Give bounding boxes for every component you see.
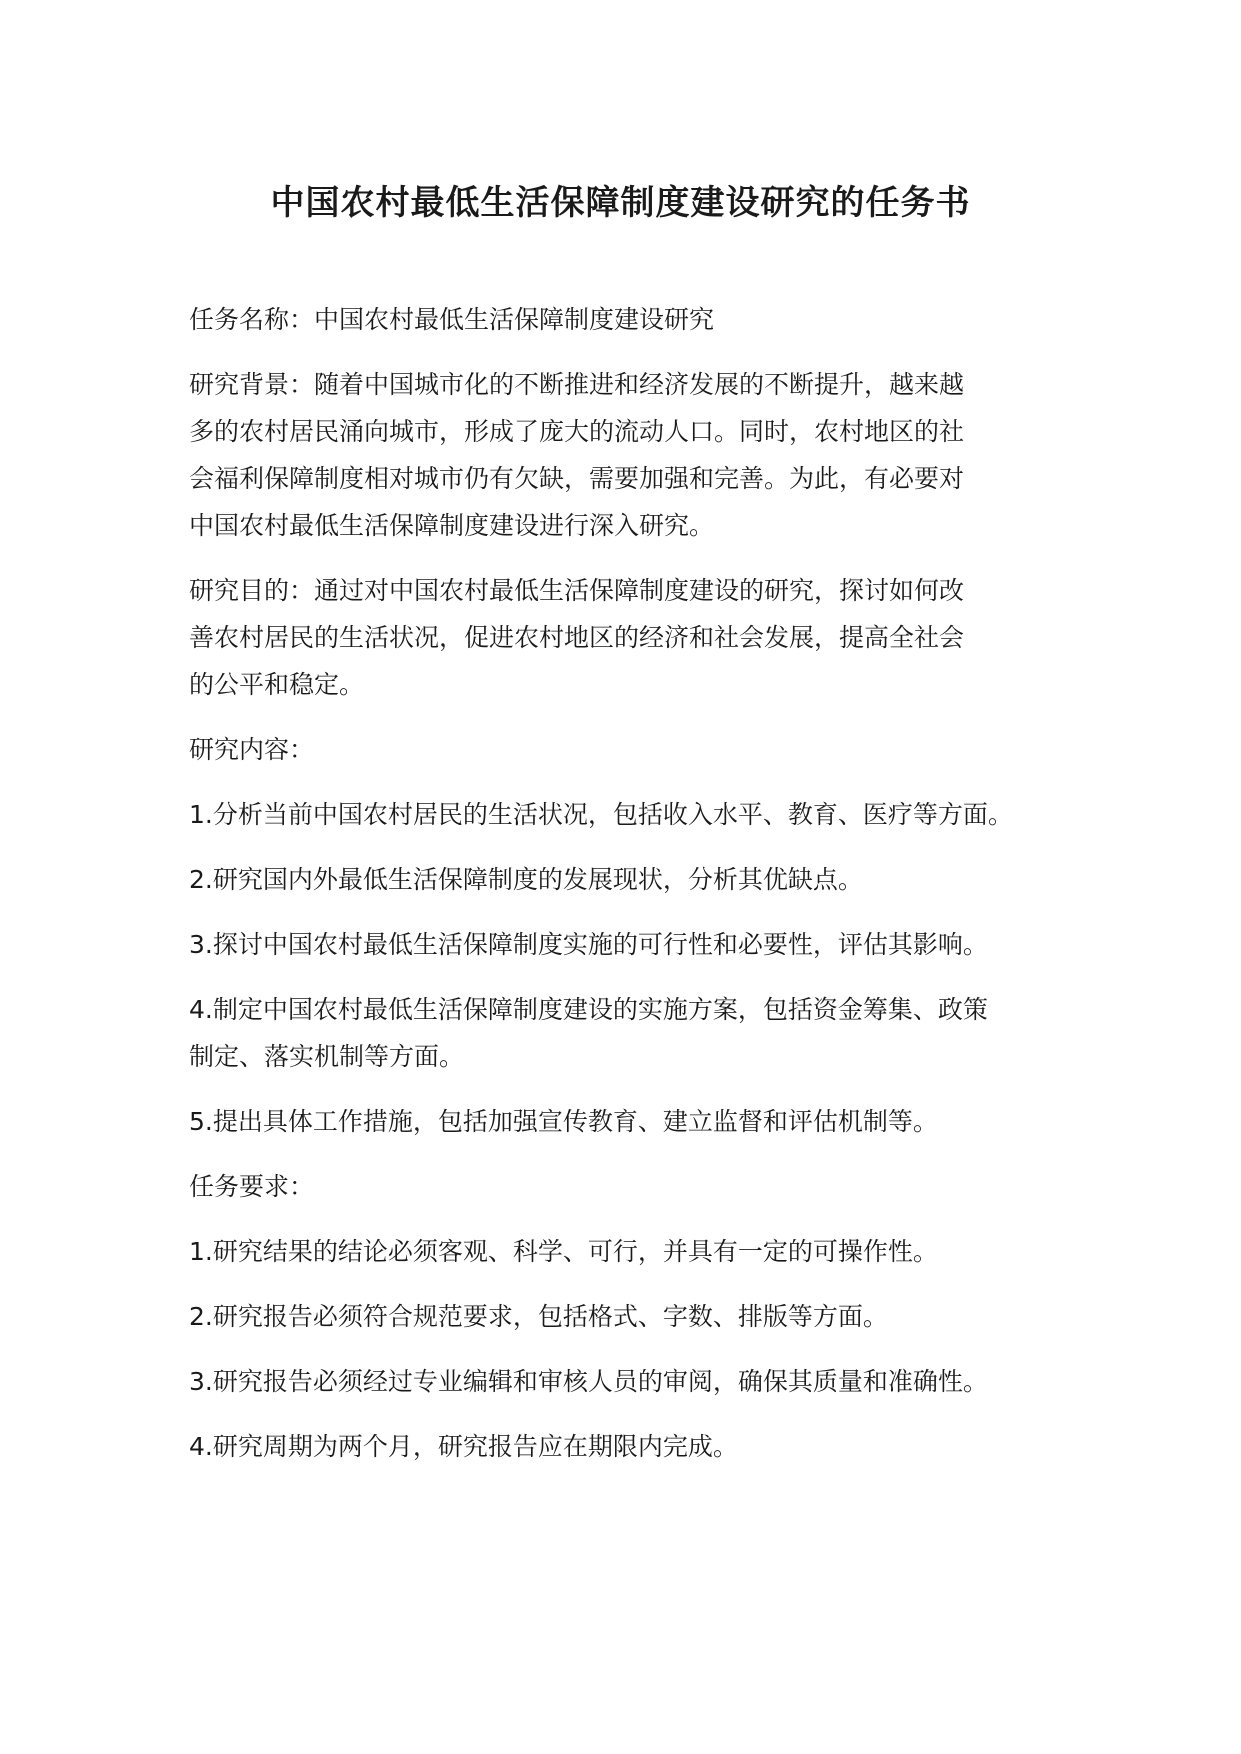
text-line: 1.研究结果的结论必须客观、科学、可行，并具有一定的可操作性。 (189, 1237, 938, 1266)
content-item-2 (189, 856, 1089, 903)
research-purpose-paragraph (189, 567, 1089, 708)
document-title: 中国农村最低生活保障制度建设研究的任务书 (270, 183, 971, 223)
text-line: 会福利保障制度相对城市仍有欠缺，需要加强和完善。为此，有必要对 (189, 464, 965, 493)
requirement-item-3 (189, 1358, 1089, 1405)
text-line: 研究内容： (189, 735, 315, 764)
document-body (189, 296, 1089, 1488)
text-line: 3.探讨中国农村最低生活保障制度实施的可行性和必要性，评估其影响。 (189, 930, 988, 959)
text-line: 研究背景：随着中国城市化的不断推进和经济发展的不断提升，越来越 (189, 370, 965, 399)
text-line: 2.研究报告必须符合规范要求，包括格式、字数、排版等方面。 (189, 1302, 888, 1331)
text-line: 5.提出具体工作措施，包括加强宣传教育、建立监督和评估机制等。 (189, 1107, 938, 1136)
requirement-item-4 (189, 1423, 1089, 1470)
text-line: 的公平和稳定。 (189, 670, 365, 699)
text-line: 研究目的：通过对中国农村最低生活保障制度建设的研究，探讨如何改 (189, 576, 965, 605)
text-line: 1.分析当前中国农村居民的生活状况，包括收入水平、教育、医疗等方面。 (189, 800, 1013, 829)
text-line: 任务名称：中国农村最低生活保障制度建设研究 (189, 305, 715, 334)
content-item-4 (189, 986, 1089, 1080)
text-line: 善农村居民的生活状况，促进农村地区的经济和社会发展，提高全社会 (189, 623, 965, 652)
text-line: 制定、落实机制等方面。 (189, 1042, 465, 1071)
text-line: 2.研究国内外最低生活保障制度的发展现状，分析其优缺点。 (189, 865, 863, 894)
requirement-item-1 (189, 1228, 1089, 1275)
text-line: 4.研究周期为两个月，研究报告应在期限内完成。 (189, 1432, 738, 1461)
content-item-5 (189, 1098, 1089, 1145)
content-item-3 (189, 921, 1089, 968)
task-requirements-heading (189, 1163, 1089, 1210)
text-line: 多的农村居民涌向城市，形成了庞大的流动人口。同时，农村地区的社 (189, 417, 965, 446)
research-background-paragraph (189, 361, 1089, 549)
text-line: 任务要求： (189, 1172, 315, 1201)
task-name-paragraph (189, 296, 1089, 343)
content-item-1 (189, 791, 1089, 838)
text-line: 4.制定中国农村最低生活保障制度建设的实施方案，包括资金筹集、政策 (189, 995, 988, 1024)
requirement-item-2 (189, 1293, 1089, 1340)
text-line: 3.研究报告必须经过专业编辑和审核人员的审阅，确保其质量和准确性。 (189, 1367, 988, 1396)
research-content-heading (189, 726, 1089, 773)
text-line: 中国农村最低生活保障制度建设进行深入研究。 (189, 511, 715, 540)
